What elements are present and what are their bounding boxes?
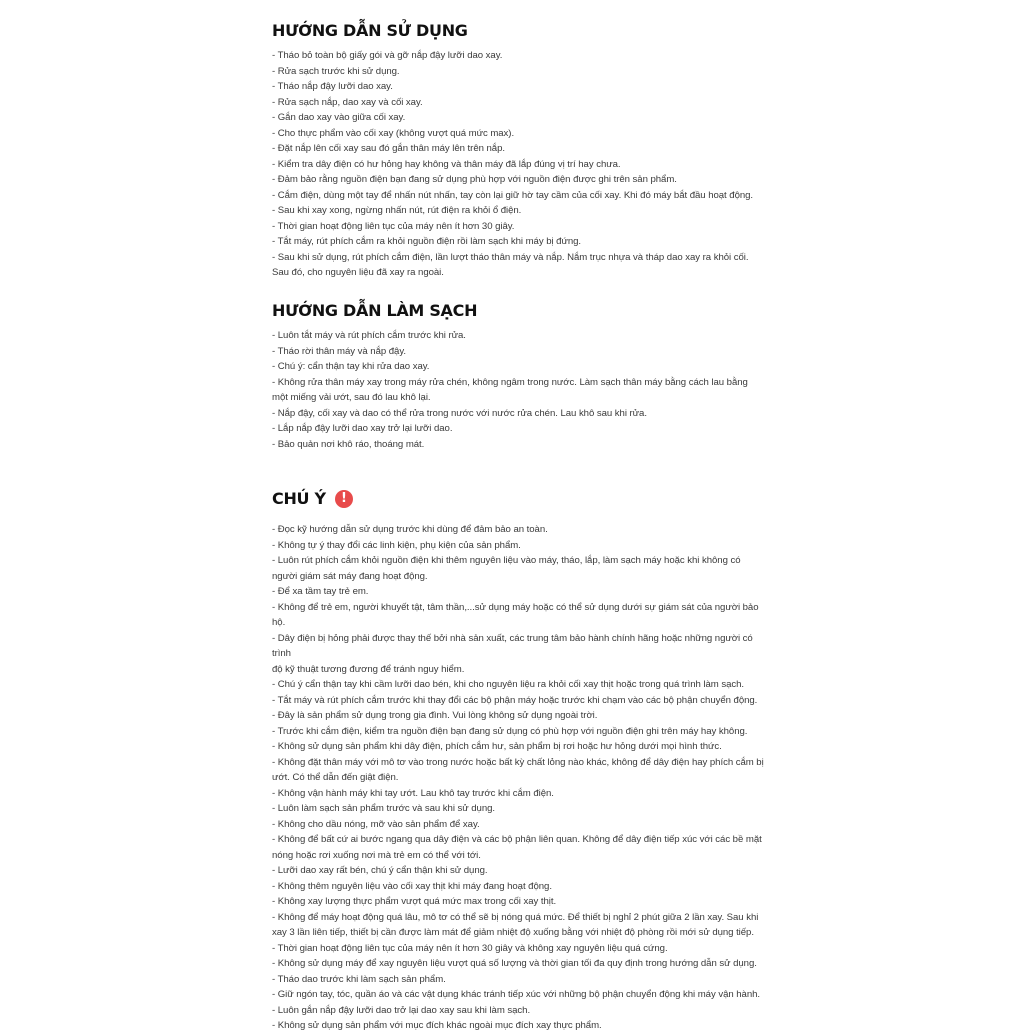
cleaning-heading: HƯỚNG DẪN LÀM SẠCH	[272, 301, 478, 320]
list-item: - Sau khi xay xong, ngừng nhấn nút, rút điện ra khỏi ổ điện.	[272, 205, 522, 216]
usage-list	[272, 48, 764, 281]
list-item: - Không vận hành máy khi tay ướt. Lau khô tay trước khi cắm điện.	[272, 787, 554, 799]
list-item: - Tháo nắp đậy lưỡi dao xay.	[272, 81, 393, 92]
usage-heading: HƯỚNG DẪN SỬ DỤNG	[272, 21, 468, 40]
list-item: - Trước khi cắm điện, kiểm tra nguồn điện bạn đang sử dụng có phù hợp với nguồn điện ghi trên máy hay không.	[272, 725, 748, 737]
list-item: - Để xa tầm tay trẻ em.	[272, 586, 369, 597]
list-item: - Kiểm tra dây điện có hư hỏng hay không và thân máy đã lắp đúng vị trí hay chưa.	[272, 158, 621, 170]
list-item: - Gắn dao xay vào giữa cối xay.	[272, 112, 406, 123]
list-item: - Luôn rút phích cắm khỏi nguồn điện khi thêm nguyên liệu vào máy, tháo, lắp, làm sạch máy hoặc khi không có	[272, 555, 741, 566]
list-item: - Chú ý: cẩn thận tay khi rửa dao xay.	[272, 361, 430, 372]
list-item: - Không để trẻ em, người khuyết tật, tâm thần,...sử dụng máy hoặc có thể sử dụng dưới sự giám sát của người bảo hộ.	[272, 601, 759, 628]
list-item: - Thời gian hoạt động liên tục của máy nên ít hơn 30 giây.	[272, 220, 515, 232]
list-item: - Thời gian hoạt động liên tục của máy nên ít hơn 30 giây và không xay nguyên liệu quá cứng.	[272, 942, 668, 954]
exclamation-icon: !	[335, 490, 353, 508]
list-item: Sau đó, cho nguyên liệu đã xay ra ngoài.	[272, 267, 444, 278]
list-item: nóng hoặc rơi xuống nơi mà trẻ em có thể với tới.	[272, 849, 481, 861]
list-item: - Không sử dụng sản phẩm với mục đích khác ngoài mục đích xay thực phẩm.	[272, 1020, 602, 1031]
list-item: - Cắm điện, dùng một tay để nhấn nút nhấn, tay còn lại giữ hờ tay cầm của cối xay. Khi đó máy bắt đầu hoạt động.	[272, 189, 754, 201]
list-item: - Luôn gắn nắp đậy lưỡi dao trở lại dao xay sau khi làm sạch.	[272, 1004, 531, 1016]
note-heading-text: CHÚ Ý	[272, 489, 326, 508]
list-item: - Lắp nắp đậy lưỡi dao xay trở lại lưỡi dao.	[272, 423, 453, 434]
cleaning-list	[272, 328, 764, 452]
list-item: - Sau khi sử dụng, rút phích cắm điện, lần lượt tháo thân máy và nắp. Nắm trục nhựa và tháp dao xay ra khỏi cối.	[272, 251, 749, 263]
list-item: - Tắt máy và rút phích cắm trước khi thay đổi các bộ phận máy hoặc trước khi chạm vào các bộ phận chuyển động.	[272, 694, 758, 706]
note-heading	[272, 488, 764, 510]
list-item: độ kỹ thuật tương đương để tránh nguy hiểm.	[272, 663, 465, 675]
cleaning-section	[272, 300, 764, 452]
list-item: - Dây điện bị hỏng phải được thay thế bởi nhà sản xuất, các trung tâm bảo hành chính hãng hoặc những người có trình	[272, 632, 753, 659]
list-item: người giám sát máy đang hoạt động.	[272, 570, 428, 582]
list-item: - Đây là sản phẩm sử dụng trong gia đình. Vui lòng không sử dụng ngoài trời.	[272, 710, 598, 721]
list-item: - Không đặt thân máy với mô tơ vào trong nước hoặc bất kỳ chất lỏng nào khác, không để dây điện hay phích cắm bị	[272, 756, 764, 768]
list-item: - Không cho dầu nóng, mỡ vào sản phẩm để xay.	[272, 818, 480, 830]
list-item: - Đặt nắp lên cối xay sau đó gắn thân máy lên trên nắp.	[272, 143, 505, 154]
list-item: xay 3 lần liên tiếp, thiết bị cần được làm mát để giảm nhiệt độ xuống bằng với nhiệt độ phòng rồi mới sử dụng tiếp.	[272, 927, 754, 938]
list-item: - Không sử dụng sản phẩm khi dây điện, phích cắm hư, sản phẩm bị rơi hoặc hư hỏng dưới mọi hình thức.	[272, 741, 722, 752]
usage-section	[272, 20, 764, 281]
list-item: - Luôn tắt máy và rút phích cắm trước khi rửa.	[272, 330, 466, 341]
list-item: - Cho thực phẩm vào cối xay (không vượt quá mức max).	[272, 127, 515, 139]
list-item: - Không tự ý thay đổi các linh kiện, phụ kiện của sản phẩm.	[272, 539, 521, 551]
list-item: - Không thêm nguyên liệu vào cối xay thịt khi máy đang hoạt động.	[272, 880, 552, 892]
list-item: - Không để bất cứ ai bước ngang qua dây điện và các bộ phận liên quan. Không để dây điện tiếp xúc với các bề mặt	[272, 834, 762, 845]
list-item: - Tắt máy, rút phích cắm ra khỏi nguồn điện rồi làm sạch khi máy bị đứng.	[272, 236, 582, 247]
list-item: - Tháo bỏ toàn bộ giấy gói và gỡ nắp đậy lưỡi dao xay.	[272, 50, 503, 61]
note-section	[272, 488, 764, 1034]
list-item: - Chú ý cẩn thận tay khi cầm lưỡi dao bén, khi cho nguyên liệu ra khỏi cối xay thịt hoặc trong quá trình làm sạch.	[272, 679, 745, 690]
list-item: - Giữ ngón tay, tóc, quần áo và các vật dụng khác tránh tiếp xúc với những bộ phận chuyển động khi máy vận hành.	[272, 989, 761, 1000]
list-item: - Không rửa thân máy xay trong máy rửa chén, không ngâm trong nước. Làm sạch thân máy bằng cách lau bằng	[272, 376, 748, 388]
list-item: - Luôn làm sạch sản phẩm trước và sau khi sử dụng.	[272, 803, 496, 814]
list-item: - Bảo quản nơi khô ráo, thoáng mát.	[272, 438, 425, 450]
list-item: - Đọc kỹ hướng dẫn sử dụng trước khi dùng để đảm bảo an toàn.	[272, 524, 548, 535]
list-item: - Tháo dao trước khi làm sạch sản phẩm.	[272, 973, 446, 985]
list-item: - Không xay lượng thực phẩm vượt quá mức max trong cối xay thịt.	[272, 896, 557, 907]
list-item: - Không để máy hoạt động quá lâu, mô tơ có thể sẽ bị nóng quá mức. Để thiết bị nghỉ 2 phút giữa 2 lần xay. Sau khi	[272, 911, 759, 923]
note-list	[272, 522, 764, 1034]
list-item: - Đảm bảo rằng nguồn điện bạn đang sử dụng phù hợp với nguồn điện được ghi trên sản phẩm.	[272, 174, 677, 185]
list-item: - Không sử dụng máy để xay nguyên liệu vượt quá số lượng và thời gian tối đa quy định trong hướng dẫn sử dụng.	[272, 958, 757, 969]
list-item: - Rửa sạch nắp, dao xay và cối xay.	[272, 96, 423, 108]
list-item: - Nắp đậy, cối xay và dao có thể rửa trong nước với nước rửa chén. Lau khô sau khi rửa.	[272, 407, 647, 419]
list-item: - Tháo rời thân máy và nắp đậy.	[272, 345, 406, 357]
list-item: một miếng vải ướt, sau đó lau khô lại.	[272, 392, 431, 403]
list-item: ướt. Có thể dẫn đến giật điện.	[272, 772, 399, 783]
list-item: - Lưỡi dao xay rất bén, chú ý cẩn thận khi sử dụng.	[272, 865, 488, 876]
list-item: - Rửa sạch trước khi sử dụng.	[272, 65, 400, 77]
